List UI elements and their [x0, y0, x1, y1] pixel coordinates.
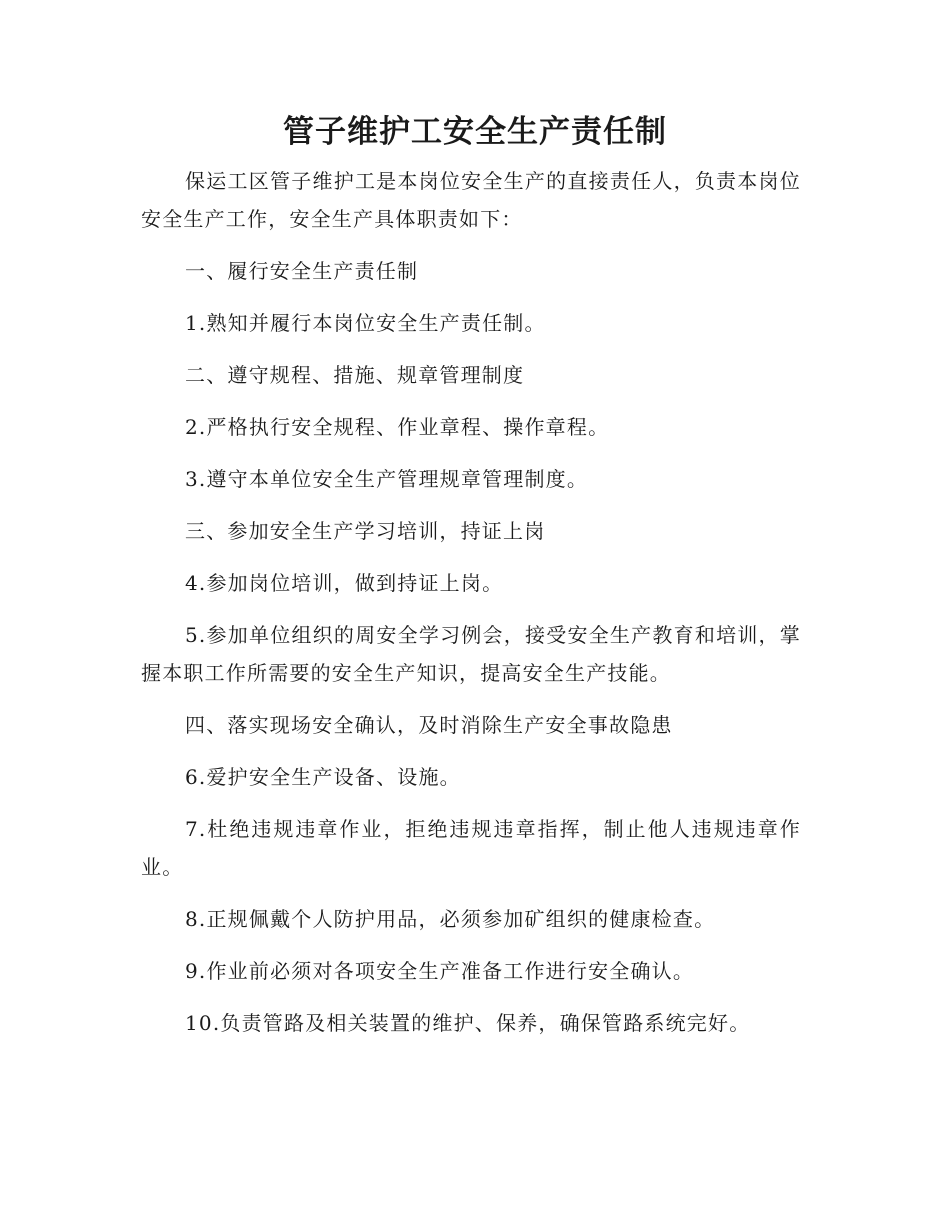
section-heading-4: 四、落实现场安全确认，及时消除生产安全事故隐患: [185, 713, 673, 737]
clause-4: 4.参加岗位培训，做到持证上岗。: [185, 571, 504, 595]
clause-7: 7.杜绝违规违章作业，拒绝违规违章指挥，制止他人违规违章作业。: [141, 817, 801, 879]
document-title: 管子维护工安全生产责任制: [283, 114, 667, 150]
clause-8: 8.正规佩戴个人防护用品，必须参加矿组织的健康检查。: [185, 907, 716, 931]
clause-1: 1.熟知并履行本岗位安全生产责任制。: [185, 311, 546, 335]
document-body: [141, 162, 801, 1056]
clause-2: 2.严格执行安全规程、作业章程、操作章程。: [185, 415, 610, 439]
clause-3: 3.遵守本单位安全生产管理规章管理制度。: [185, 467, 589, 491]
clause-5: 5.参加单位组织的周安全学习例会，接受安全生产教育和培训，掌握本职工作所需要的安全生产知识，提高安全生产技能。: [141, 623, 801, 685]
clause-6: 6.爱护安全生产设备、设施。: [185, 765, 461, 789]
clause-9: 9.作业前必须对各项安全生产准备工作进行安全确认。: [185, 959, 695, 983]
section-heading-3: 三、参加安全生产学习培训，持证上岗: [185, 519, 546, 543]
intro-paragraph: 保运工区管子维护工是本岗位安全生产的直接责任人，负责本岗位安全生产工作，安全生产具体职责如下：: [141, 169, 801, 231]
section-heading-1: 一、履行安全生产责任制: [185, 259, 419, 283]
clause-10: 10.负责管路及相关装置的维护、保养，确保管路系统完好。: [185, 1011, 751, 1035]
section-heading-2: 二、遵守规程、措施、规章管理制度: [185, 363, 525, 387]
